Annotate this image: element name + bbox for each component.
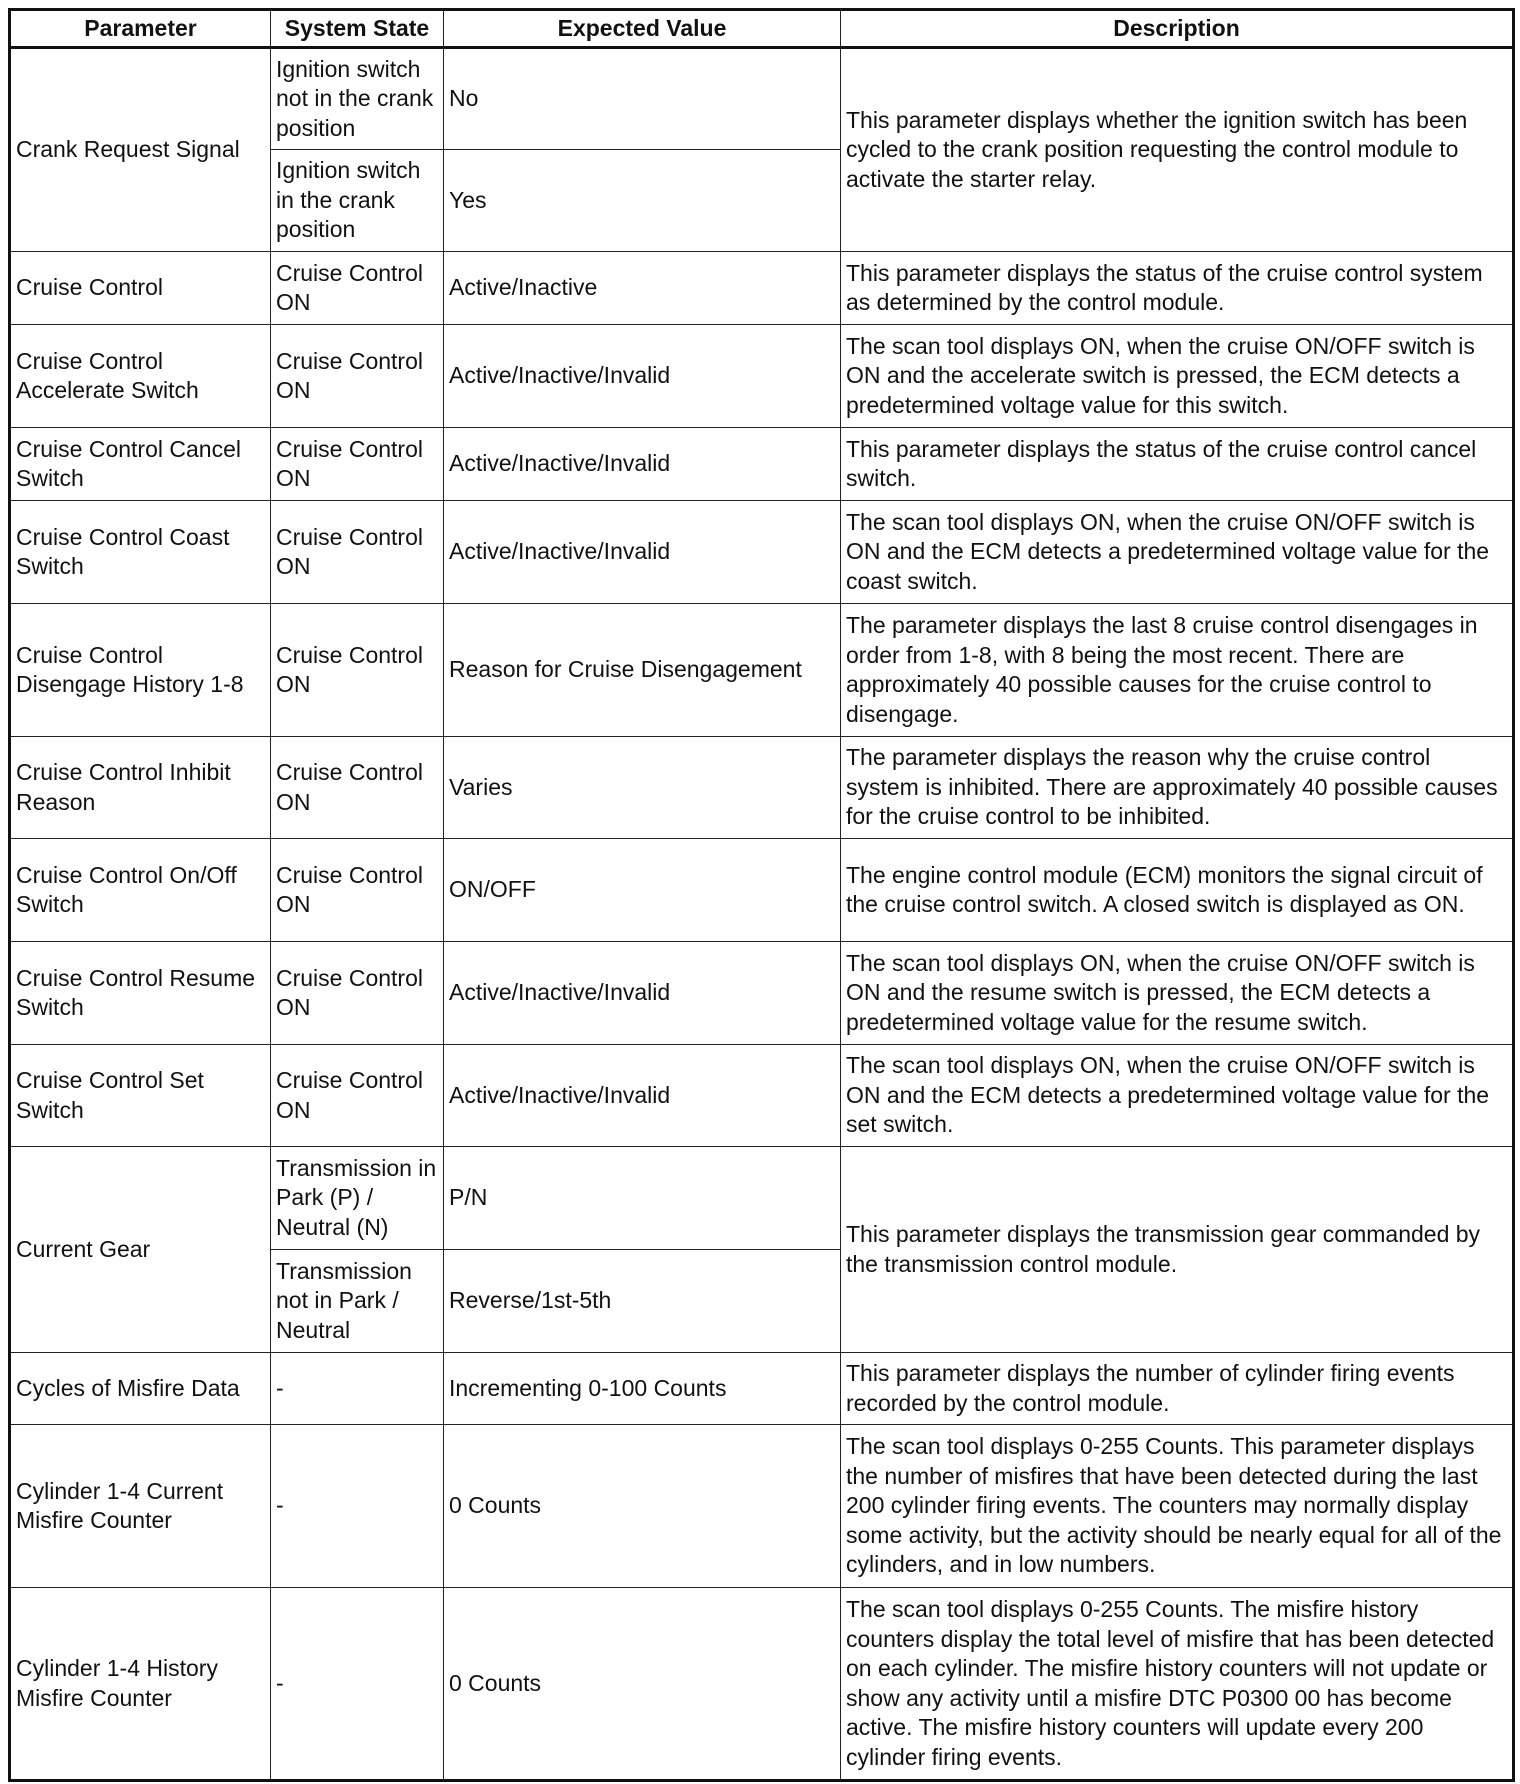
expected-value-cell: 0 Counts [444, 1425, 841, 1588]
parameter-table [8, 8, 1515, 1782]
description-cell: This parameter displays the transmission gear commanded by the transmission control module. [841, 1147, 1514, 1353]
expected-value-cell: Reason for Cruise Disengagement [444, 604, 841, 737]
expected-value-cell: Incrementing 0-100 Counts [444, 1353, 841, 1425]
description-cell: The scan tool displays ON, when the cruise ON/OFF switch is ON and the ECM detects a predetermined voltage value for the coast switch. [841, 501, 1514, 604]
description-cell: The scan tool displays 0-255 Counts. The misfire history counters display the total level of misfire that has been detected on each cylinder. The misfire history counters will not update or show any activity until a misfire DTC P0300 00 has become active. The misfire history counters will update every 200 cylinder firing events. [841, 1588, 1514, 1781]
expected-value-cell: Yes [444, 150, 841, 252]
table-row [10, 48, 1514, 150]
expected-value-cell: No [444, 48, 841, 150]
table-row [10, 1045, 1514, 1147]
expected-value-cell: 0 Counts [444, 1588, 841, 1781]
system-state-cell: Cruise Control ON [271, 428, 444, 501]
expected-value-cell: Varies [444, 737, 841, 839]
parameter-cell: Cruise Control Resume Switch [10, 942, 271, 1045]
table-row [10, 1425, 1514, 1588]
table-row [10, 325, 1514, 428]
system-state-cell: - [271, 1353, 444, 1425]
parameter-cell: Cruise Control Disengage History 1-8 [10, 604, 271, 737]
table-row [10, 252, 1514, 325]
header-system-state: System State [271, 10, 444, 48]
table-row [10, 942, 1514, 1045]
table-row [10, 1588, 1514, 1781]
description-cell: The scan tool displays 0-255 Counts. This parameter displays the number of misfires that have been detected during the last 200 cylinder firing events. The counters may normally display some activity, but the activity should be nearly equal for all of the cylinders, and in low numbers. [841, 1425, 1514, 1588]
expected-value-cell: Active/Inactive/Invalid [444, 1045, 841, 1147]
description-cell: The parameter displays the last 8 cruise control disengages in order from 1-8, with 8 being the most recent. There are approximately 40 possible causes for the cruise control to disengage. [841, 604, 1514, 737]
parameter-cell: Cylinder 1-4 History Misfire Counter [10, 1588, 271, 1781]
expected-value-cell: P/N [444, 1147, 841, 1250]
description-cell: The scan tool displays ON, when the cruise ON/OFF switch is ON and the resume switch is pressed, the ECM detects a predetermined voltage value for the resume switch. [841, 942, 1514, 1045]
parameter-cell: Cycles of Misfire Data [10, 1353, 271, 1425]
description-cell: The scan tool displays ON, when the cruise ON/OFF switch is ON and the accelerate switch is pressed, the ECM detects a predetermined voltage value for this switch. [841, 325, 1514, 428]
parameter-cell: Current Gear [10, 1147, 271, 1353]
description-cell: This parameter displays the status of the cruise control cancel switch. [841, 428, 1514, 501]
table-row [10, 604, 1514, 737]
description-cell: This parameter displays whether the ignition switch has been cycled to the crank position requesting the control module to activate the starter relay. [841, 48, 1514, 252]
parameter-cell: Cruise Control Set Switch [10, 1045, 271, 1147]
system-state-cell: Cruise Control ON [271, 839, 444, 942]
system-state-cell: Transmission in Park (P) / Neutral (N) [271, 1147, 444, 1250]
expected-value-cell: Active/Inactive/Invalid [444, 942, 841, 1045]
system-state-cell: Cruise Control ON [271, 501, 444, 604]
parameter-cell: Cylinder 1-4 Current Misfire Counter [10, 1425, 271, 1588]
header-description: Description [841, 10, 1514, 48]
expected-value-cell: Active/Inactive/Invalid [444, 428, 841, 501]
table-row [10, 737, 1514, 839]
parameter-cell: Cruise Control On/Off Switch [10, 839, 271, 942]
expected-value-cell: Active/Inactive [444, 252, 841, 325]
system-state-cell: Transmission not in Park / Neutral [271, 1250, 444, 1353]
expected-value-cell: ON/OFF [444, 839, 841, 942]
table-row [10, 501, 1514, 604]
system-state-cell: Cruise Control ON [271, 325, 444, 428]
header-parameter: Parameter [10, 10, 271, 48]
table-row [10, 839, 1514, 942]
expected-value-cell: Reverse/1st-5th [444, 1250, 841, 1353]
table-row [10, 1353, 1514, 1425]
system-state-cell: Cruise Control ON [271, 252, 444, 325]
parameter-cell: Crank Request Signal [10, 48, 271, 252]
table-row [10, 1147, 1514, 1250]
parameter-cell: Cruise Control Accelerate Switch [10, 325, 271, 428]
header-row [10, 10, 1514, 48]
parameter-cell: Cruise Control Coast Switch [10, 501, 271, 604]
expected-value-cell: Active/Inactive/Invalid [444, 501, 841, 604]
system-state-cell: Cruise Control ON [271, 942, 444, 1045]
header-expected-value: Expected Value [444, 10, 841, 48]
system-state-cell: Cruise Control ON [271, 1045, 444, 1147]
parameter-cell: Cruise Control Cancel Switch [10, 428, 271, 501]
description-cell: The parameter displays the reason why the cruise control system is inhibited. There are approximately 40 possible causes for the cruise control to be inhibited. [841, 737, 1514, 839]
description-cell: This parameter displays the number of cylinder firing events recorded by the control module. [841, 1353, 1514, 1425]
description-cell: This parameter displays the status of the cruise control system as determined by the control module. [841, 252, 1514, 325]
expected-value-cell: Active/Inactive/Invalid [444, 325, 841, 428]
system-state-cell: Cruise Control ON [271, 604, 444, 737]
system-state-cell: Cruise Control ON [271, 737, 444, 839]
system-state-cell: Ignition switch not in the crank position [271, 48, 444, 150]
description-cell: The engine control module (ECM) monitors the signal circuit of the cruise control switch. A closed switch is displayed as ON. [841, 839, 1514, 942]
description-cell: The scan tool displays ON, when the cruise ON/OFF switch is ON and the ECM detects a predetermined voltage value for the set switch. [841, 1045, 1514, 1147]
table-row [10, 428, 1514, 501]
parameter-cell: Cruise Control Inhibit Reason [10, 737, 271, 839]
system-state-cell: Ignition switch in the crank position [271, 150, 444, 252]
system-state-cell: - [271, 1425, 444, 1588]
parameter-cell: Cruise Control [10, 252, 271, 325]
system-state-cell: - [271, 1588, 444, 1781]
